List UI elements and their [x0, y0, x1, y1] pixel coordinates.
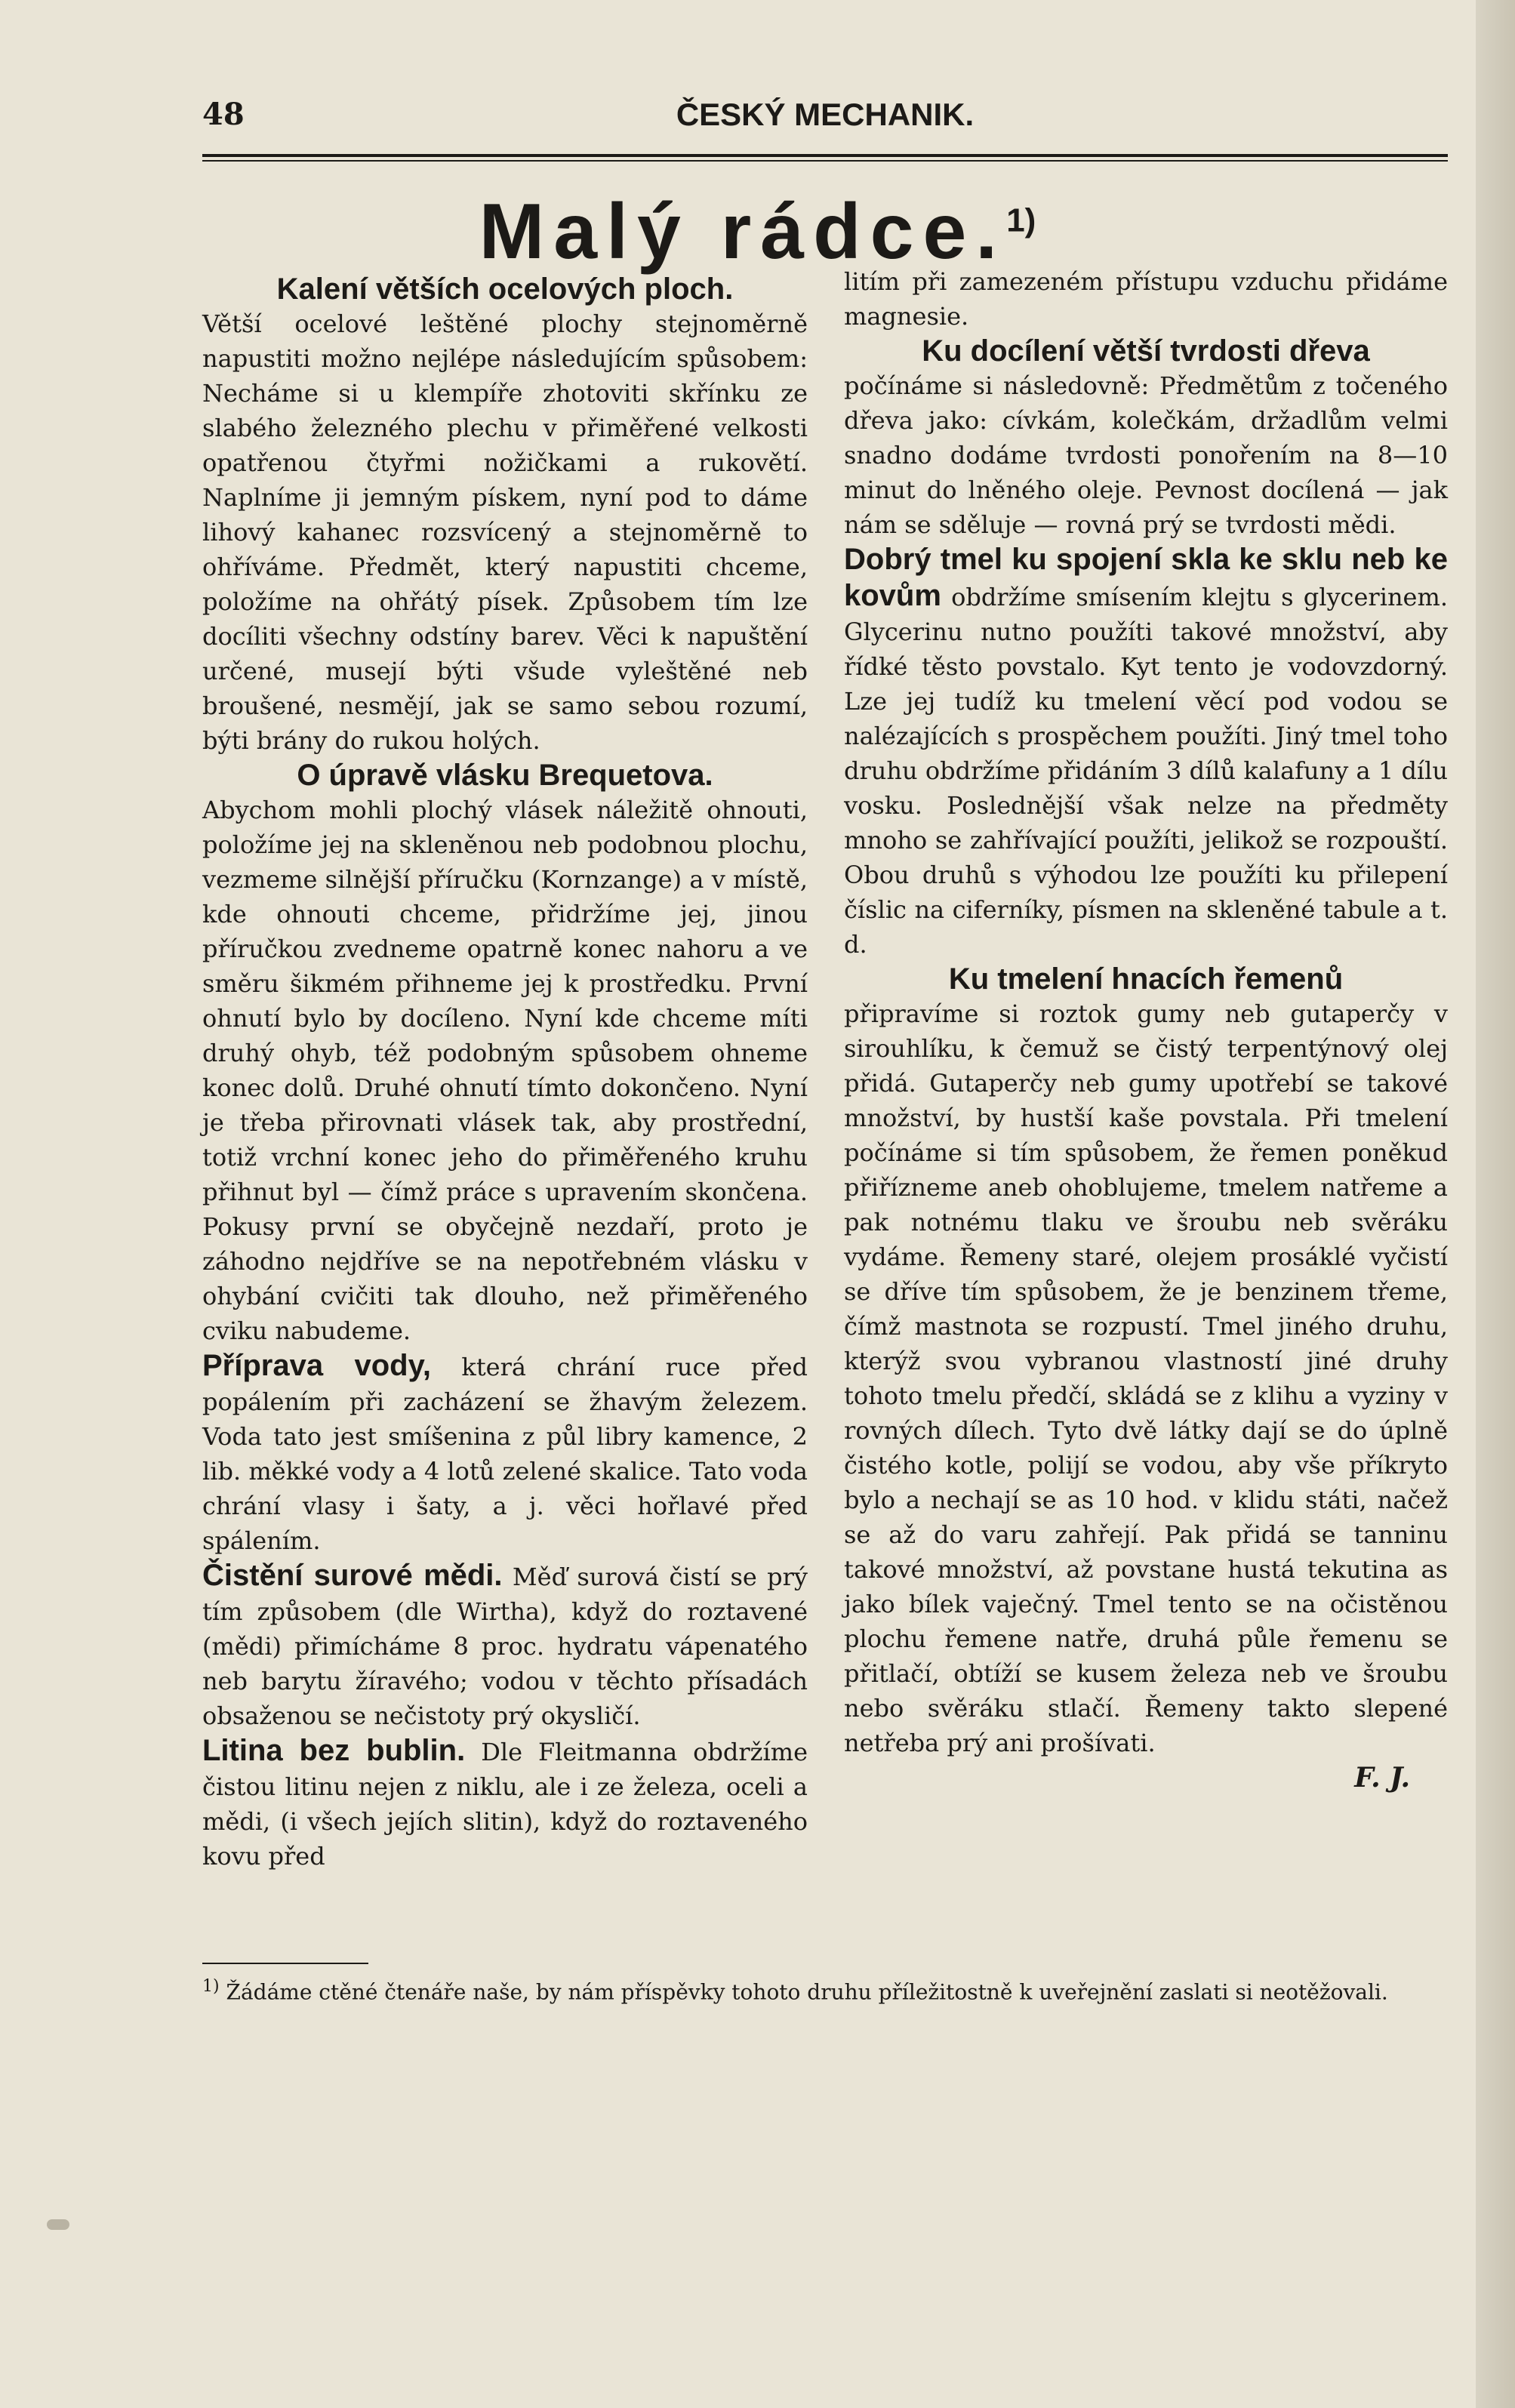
- right-column: [844, 264, 1448, 1795]
- run-in-heading: Příprava vody,: [202, 1349, 431, 1382]
- section-paragraph: [202, 1558, 808, 1733]
- section-body: Měď surová čistí se prý tím způsobem (dle Wirtha), když do roztavené (mědi) přimícháme 8 proc. hydratu vápenatého neb barytu žíravého; vodou v těchto přísadách obsaženou se nečistoty prý okysličí.: [202, 1563, 808, 1730]
- article-title-text: Malý rádce.: [479, 188, 1007, 276]
- section-heading: Ku docílení větší tvrdosti dřeva: [922, 334, 1370, 368]
- section-body: připravíme si roztok gumy neb gutaperčy v sirouhlíku, k čemuž se čistý terpentýnový olej přidá. Gutaperčy neb gumy upotřebí se takové množství, by hustší kaše povstala. Při tmelení počínáme si tím spůsobem, že řemen poněkud přiřízneme aneb ohoblujeme, tmelem natřeme a pak notnému tlaku ve šroubu neb svěráku vydáme. Řemeny staré, olejem prosáklé vyčistí se dříve tím spůsobem, že je benzinem třeme, čímž mastnota se rozpustí. Tmel jiného druhu, kterýž svou vybranou vlastností jiné druhy tohoto tmelu předčí, skládá se z klihu a vyziny v rovných dílech. Tyto dvě látky dají se do úplně čistého kotle, polijí se vodou, aby vše příkryto bylo a nechají se as 10 hod. v klidu státi, načež se až do varu zahřejí. Pak přidá se tanninu takové množství, až povstane hustá tekutina as jako bílek vaječný. Tmel tento se na očistěnou plochu řemene natře, druhá půle řemenu se přitlačí, obtíží se kusem železa neb ve šroubu nebo svěráku stlačí. Řemeny takto slepené netřeba prý ani prošívati.: [844, 999, 1448, 1757]
- section-heading: O úpravě vlásku Brequetova.: [297, 759, 713, 792]
- section-body: Abychom mohli plochý vlásek náležitě ohnouti, položíme jej na skleněnou neb podobnou plochu, vezmeme silnější příručku (Kornzange) a v místě, kde ohnouti chceme, přidržíme jej, jinou příručkou zvedneme opatrně konec nahoru a ve směru šikmém přihneme jej k prostředku. První ohnutí bylo by docíleno. Nyní kde chceme míti druhý ohyb, též podobným spůsobem ohneme konec dolů. Druhé ohnutí tímto dokončeno. Nyní je třeba přirovnati vlásek tak, aby prostřední, totiž vrchní konec jeho do přiměřeného kruhu přihnut byl — čímž práce s upravením skončena. Pokusy první se obyčejně nezdaří, proto je záhodno nejdříve se na nepotřebném vlásku v ohybání cvičiti tak dlouho, než přiměřeného cviku nabudeme.: [202, 796, 808, 1345]
- left-column: [202, 272, 808, 1874]
- run-in-heading: Dobrý tmel ku spojení skla ke sklu neb ke kovům: [844, 543, 1448, 612]
- section-body: Větší ocelové leštěné plochy stejnoměrně napustiti možno nejlépe následujícím spůsobem: Necháme si u klempíře zhotoviti skřínku ze slabého železného plechu v přiměřené velkosti opatřenou čtyřmi nožičkami a rukovětí. Naplníme ji jemným pískem, nyní pod to dáme lihový kahanec rozsvícený a stejnoměrně to ohříváme. Předmět, který napustiti chceme, položíme na ohřátý písek. Způsobem tím lze docíliti všechny odstíny barev. Věci k napuštění určené, musejí býti všude vyleštěné neb broušené, nesmějí, jak se samo sebou rozumí, býti brány do rukou holých.: [202, 309, 808, 755]
- footnote-text: Žádáme ctěné čtenáře naše, by nám příspěvky tohoto druhu příležitostně k uveřejnění zaslati si neotěžovali.: [226, 1979, 1388, 2005]
- title-footnote-mark: 1): [1006, 202, 1036, 239]
- section-body: litím při zamezeném přístupu vzduchu přidáme magnesie.: [844, 267, 1448, 331]
- section-body: obdržíme smísením klejtu s glycerinem. Glycerinu nutno použíti takové množství, aby řídké těsto povstalo. Kyt tento je vodovzdorný. Lze jej tudíž ku tmelení věcí pod vodou se nalézajících s prospěchem použíti. Jiný tmel toho druhu obdržíme přidáním 3 dílů kalafuny a 1 dílu vosku. Poslednější však nelze na předměty mnoho se zahřívající použíti, jelikož se rozpouští. Obou druhů s výhodou lze použíti ku přilepení číslic na ciferníky, písmen na skleněné tabule a t. d.: [844, 583, 1449, 959]
- run-in-heading: Čistění surové mědi.: [202, 1559, 503, 1592]
- section-heading: Ku tmelení hnacích řemenů: [948, 962, 1344, 996]
- page-header: [202, 97, 1448, 149]
- section-heading: Kalení větších ocelových ploch.: [276, 273, 734, 306]
- section-body: Dle Fleitmanna obdržíme čistou litinu nejen z niklu, ale i ze železa, oceli a mědi, (i všech jejích slitin), když do roztaveného kovu před: [202, 1738, 808, 1871]
- section-paragraph: [844, 542, 1448, 962]
- author-signature: F. J.: [1354, 1762, 1410, 1794]
- header-rule-thin: [202, 160, 1448, 162]
- footnote-rule: [202, 1963, 368, 1964]
- running-title: ČESKÝ MECHANIK.: [676, 97, 975, 132]
- ink-smudge: [47, 2219, 69, 2230]
- section-body: počínáme si následovně: Předmětům z točeného dřeva jako: cívkám, kolečkám, držadlům velmi snadno dodáme tvrdosti ponořením na 8—10 minut do lněného oleje. Pevnost docílená — jak nám se sděluje — rovná prý se tvrdosti mědi.: [844, 371, 1448, 539]
- section-body: která chrání ruce před popálením při zacházení se žhavým železem. Voda tato jest smíšenina z půl libry kamence, 2 lib. měkké vody a 4 lotů zelené skalice. Tato voda chrání vlasy i šaty, a j. věci hořlavé před spálením.: [202, 1353, 808, 1555]
- footnote-mark: 1): [202, 1977, 220, 1996]
- footnote: [202, 1972, 1448, 2007]
- section-paragraph: [202, 1348, 808, 1558]
- run-in-heading: Litina bez bublin.: [202, 1734, 466, 1767]
- header-rule-thick: [202, 154, 1448, 157]
- section-paragraph: [202, 1733, 808, 1874]
- page-edge: [1476, 0, 1515, 2408]
- page-number: 48: [202, 97, 245, 132]
